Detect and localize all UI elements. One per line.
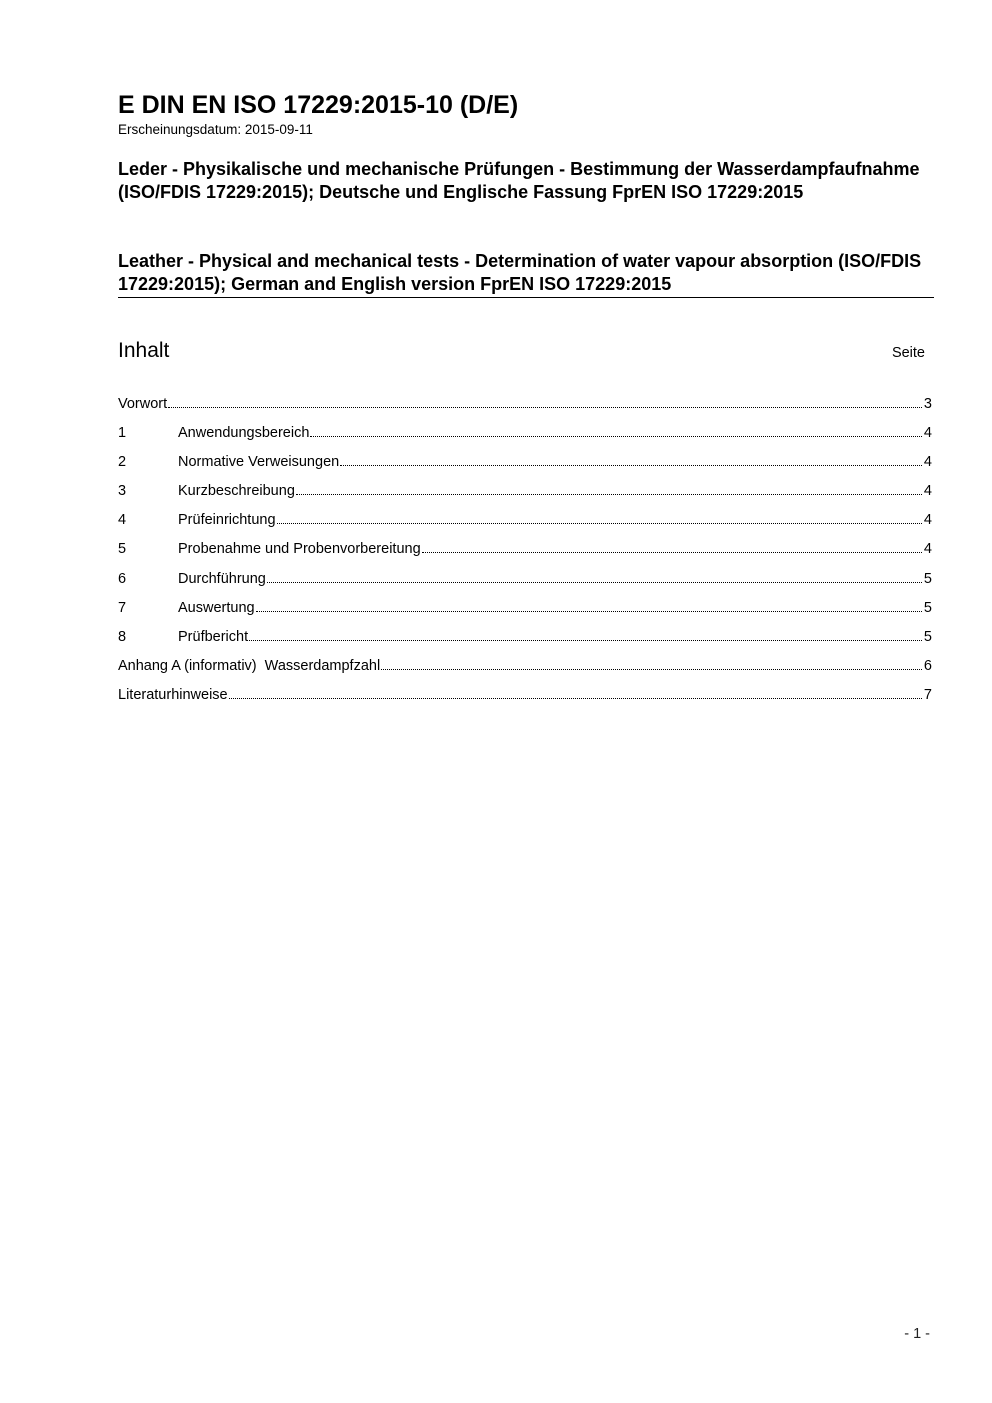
toc-entry-title: Durchführung <box>178 570 266 587</box>
toc-entry-number: 4 <box>118 512 127 529</box>
toc-entry-page: 6 <box>923 657 932 674</box>
publication-date: Erscheinungsdatum: 2015-09-11 <box>118 122 313 137</box>
dot-leader <box>422 539 922 553</box>
toc-entry-anhang-a[interactable] <box>118 656 932 685</box>
toc-entry-vorwort[interactable] <box>118 394 932 423</box>
toc-heading: Inhalt <box>118 339 170 362</box>
toc-entry-page: 5 <box>923 570 932 587</box>
title-german: Leder - Physikalische und mechanische Prüfungen - Bestimmung der Wasserdampfaufnahme (ISO/FDIS 17229:2015); Deutsche und Englische Fassung FprEN ISO 17229:2015 <box>118 159 920 202</box>
toc-entry-page: 4 <box>923 454 932 471</box>
toc-entry-page: 5 <box>923 599 932 616</box>
toc-entry-title: Literaturhinweise <box>118 686 228 703</box>
toc-entry-literaturhinweise[interactable] <box>118 685 932 714</box>
toc-entry-number: 6 <box>118 570 127 587</box>
toc-entry-pruefeinrichtung[interactable] <box>118 510 932 539</box>
toc-page-column-label: Seite <box>891 345 925 361</box>
toc-entry-title: Prüfeinrichtung <box>178 512 276 529</box>
toc-entry-durchfuehrung[interactable] <box>118 569 932 598</box>
dot-leader <box>229 685 922 699</box>
toc-entry-number: 1 <box>118 425 127 442</box>
page-number: - 1 - <box>904 1326 930 1342</box>
toc-entry-title: Anhang A (informativ) Wasserdampfzahl <box>118 657 381 674</box>
toc-entry-title: Prüfbericht <box>178 628 249 645</box>
dot-leader <box>256 598 922 612</box>
toc-entry-page: 7 <box>923 686 932 703</box>
dot-leader <box>381 656 922 670</box>
dot-leader <box>277 510 922 524</box>
toc-entry-title: Kurzbeschreibung <box>178 483 295 500</box>
toc-entry-probenahme[interactable] <box>118 539 932 568</box>
toc-entry-page: 4 <box>923 425 932 442</box>
toc-entry-page: 4 <box>923 541 932 558</box>
toc-entry-page: 5 <box>923 628 932 645</box>
toc-entry-normative-verweisungen[interactable] <box>118 452 932 481</box>
toc-entry-auswertung[interactable] <box>118 598 932 627</box>
dot-leader <box>168 394 922 408</box>
toc-entry-title: Auswertung <box>178 599 255 616</box>
toc-entry-number: 7 <box>118 599 127 616</box>
table-of-contents <box>118 394 932 714</box>
dot-leader <box>310 423 922 437</box>
toc-entry-number: 5 <box>118 541 127 558</box>
toc-entry-kurzbeschreibung[interactable] <box>118 481 932 510</box>
toc-entry-title: Vorwort <box>118 396 168 412</box>
toc-entry-anwendungsbereich[interactable] <box>118 423 932 452</box>
dot-leader <box>340 452 922 466</box>
toc-entry-page: 3 <box>923 396 932 412</box>
title-english: Leather - Physical and mechanical tests - Determination of water vapour absorption (ISO/FDIS 17229:2015); German and English version FprEN ISO 17229:2015 <box>118 251 922 294</box>
toc-entry-pruefbericht[interactable] <box>118 627 932 656</box>
toc-entry-number: 8 <box>118 628 127 645</box>
toc-entry-number: 2 <box>118 454 127 471</box>
dot-leader <box>296 481 922 495</box>
toc-entry-page: 4 <box>923 512 932 529</box>
header-divider <box>118 297 934 298</box>
dot-leader <box>249 627 922 641</box>
toc-entry-title: Probenahme und Probenvorbereitung <box>178 541 421 558</box>
toc-entry-page: 4 <box>923 483 932 500</box>
toc-entry-number: 3 <box>118 483 127 500</box>
toc-entry-title: Normative Verweisungen <box>178 454 340 471</box>
dot-leader <box>267 569 922 583</box>
document-id: E DIN EN ISO 17229:2015-10 (D/E) <box>118 91 519 119</box>
toc-entry-title: Anwendungsbereich <box>178 425 310 442</box>
